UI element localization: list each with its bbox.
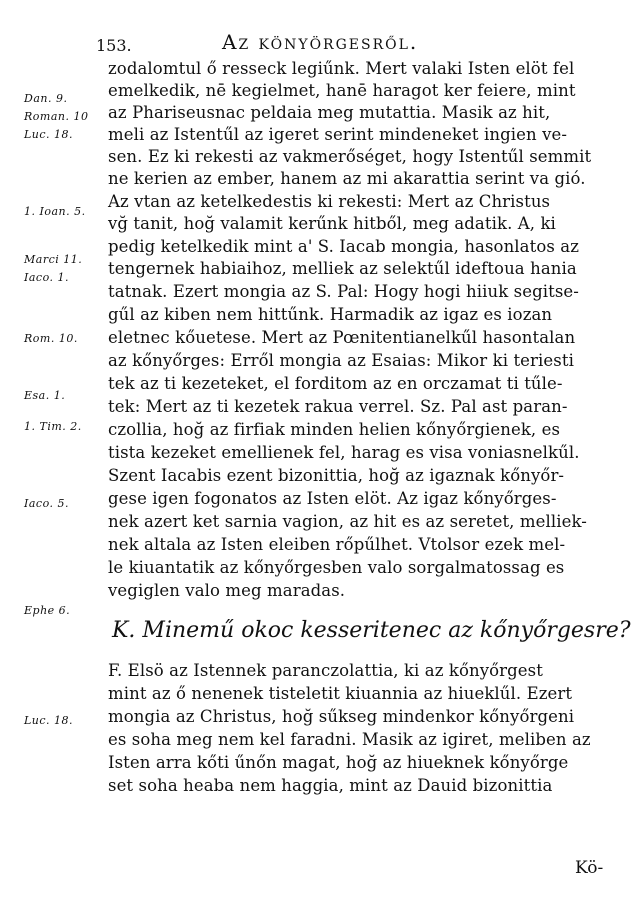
text-line: Isten arra kőti űnőn magat, hoğ az hiueknek kőnyőrge — [108, 753, 569, 772]
text-line: emelkedik, nē kegielmet, hanē haragot ker feiere, mint — [108, 81, 576, 100]
margin-note: Iaco. 5. — [24, 497, 69, 510]
text-line: mongia az Christus, hoğ sűkseg mindenkor kőnyőrgeni — [108, 707, 575, 726]
running-title: Az könyörgesről. — [222, 30, 419, 54]
text-line: Szent Iacabis ezent bizonittia, hoğ az igaznak kőnyőr- — [108, 466, 565, 485]
text-line: es soha meg nem kel faradni. Masik az igiret, meliben az — [108, 730, 591, 749]
text-line: set soha heaba nem haggia, mint az Dauid bizonittia — [108, 776, 553, 795]
text-line: eletnec kőuetese. Mert az Pœnitentianelkűl hasontalan — [108, 328, 576, 347]
text-line: F. Elsö az Istennek paranczolattia, ki az kőnyőrgest — [108, 661, 543, 680]
text-line: zodalomtul ő resseck legiűnk. Mert valaki Isten elöt fel — [108, 59, 575, 78]
text-line: vegiglen valo meg maradas. — [108, 581, 346, 600]
text-line: nek azert ket sarnia vagion, az hit es az seretet, melliek- — [108, 512, 587, 531]
margin-note: Roman. 10 — [24, 110, 89, 123]
catchword: Kö- — [575, 858, 604, 878]
text-line: pedig ketelkedik mint a' S. Iacab mongia, hasonlatos az — [108, 237, 580, 256]
text-line: az kőnyőrges: Erről mongia az Esaias: Mikor ki teriesti — [108, 351, 574, 370]
text-line: czollia, hoğ az firfiak minden helien kőnyőrgienek, es — [108, 420, 561, 439]
margin-note: Esa. 1. — [24, 389, 66, 402]
margin-note: Iaco. 1. — [24, 271, 69, 284]
margin-note: Luc. 18. — [24, 714, 74, 727]
section-heading: K. Minemű okoc kesseritenec az kőnyőrgesre? — [112, 618, 631, 643]
margin-note: Rom. 10. — [24, 332, 78, 345]
text-line: gese igen fogonatos az Isten elöt. Az igaz kőnyőrges- — [108, 489, 557, 508]
text-line: sen. Ez ki rekesti az vakmerőséget, hogy Istentűl semmit — [108, 147, 592, 166]
margin-note: Luc. 18. — [24, 128, 74, 141]
text-line: nek altala az Isten eleiben rőpűlhet. Vtolsor ezek mel- — [108, 535, 566, 554]
text-line: mint az ő nenenek tisteletit kiuannia az hiueklűl. Ezert — [108, 684, 573, 703]
margin-note: Ephe 6. — [24, 604, 71, 617]
margin-note: Marci 11. — [24, 253, 83, 266]
text-line: Az vtan az ketelkedestis ki rekesti: Mert az Christus — [108, 192, 551, 211]
margin-note: Dan. 9. — [24, 92, 68, 105]
text-line: tengernek habiaihoz, melliek az selektűl ideftoua hania — [108, 259, 577, 278]
text-line: tista kezeket emellienek fel, harag es visa voniasnelkűl. — [108, 443, 580, 462]
page-number: 153. — [96, 36, 132, 55]
text-line: meli az Istentűl az igeret serint mindeneket ingien ve- — [108, 125, 568, 144]
text-line: ne kerien az ember, hanem az mi akarattia serint va gió. — [108, 169, 586, 188]
text-line: gűl az kiben nem hittűnk. Harmadik az igaz es iozan — [108, 305, 553, 324]
text-line: vğ tanit, hoğ valamit kerűnk hitből, meg adatik. A, ki — [108, 214, 556, 233]
text-line: tek az ti kezeteket, el forditom az en orczamat ti tűle- — [108, 374, 563, 393]
page-header — [0, 30, 639, 60]
margin-note: 1. Tim. 2. — [24, 420, 82, 433]
margin-note: 1. Ioan. 5. — [24, 205, 86, 218]
text-line: az Phariseusnac peldaia meg mutattia. Masik az hit, — [108, 103, 551, 122]
text-line: le kiuantatik az kőnyőrgesben valo sorgalmatossag es — [108, 558, 565, 577]
text-line: tek: Mert az ti kezetek rakua verrel. Sz. Pal ast paran- — [108, 397, 568, 416]
text-line: tatnak. Ezert mongia az S. Pal: Hogy hogi hiiuk segitse- — [108, 282, 579, 301]
